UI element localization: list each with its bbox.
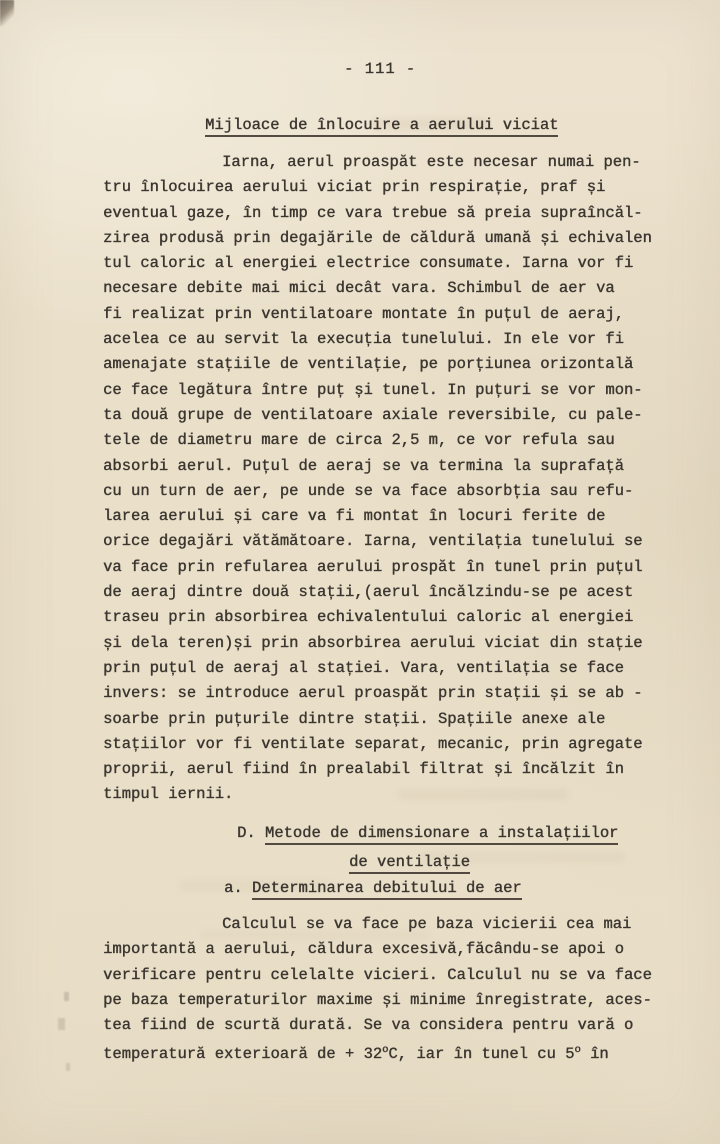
text-line: orice degajări vătămătoare. Iarna, ventilația tunelului se	[103, 532, 643, 551]
text-line: tele de diametru mare de circa 2,5 m, ce vor refula sau	[103, 431, 615, 450]
text-line: temperatură exterioară de + $32^oC$, iar în tunel cu 5$^o$ în	[103, 1044, 609, 1064]
superscript: o	[382, 1044, 389, 1057]
text-line: soarbe prin puțurile dintre stații. Spațiile anexe ale	[103, 709, 606, 728]
heading-a-title: Determinarea debitului de aer	[252, 879, 522, 900]
text-line: tul caloric al energiei electrice consumate. Iarna vor fi	[103, 254, 634, 273]
text-line: invers: se introduce aerul proaspăt prin stații și se ab -	[103, 684, 643, 703]
text-line: prin puțul de aeraj al stației. Vara, ventilația se face	[103, 658, 624, 677]
text-line: și dela teren)și prin absorbirea aerului viciat din stație	[103, 633, 643, 652]
heading-a	[224, 879, 522, 897]
heading-a-prefix: a.	[224, 879, 252, 897]
pencil-mark	[64, 992, 69, 1001]
text-line: ce face legătura între puț și tunel. In puțuri se vor mon-	[103, 380, 643, 399]
text-line: importantă a aerului, căldura excesivă,făcându-se apoi o	[103, 940, 624, 959]
text-line: stațiilor vor fi ventilate separat, mecanic, prin agregate	[103, 734, 643, 753]
text-line: acelea ce au servit la execuția tunelului. In ele vor fi	[103, 330, 624, 349]
paragraph-air-flow-determination	[103, 912, 663, 1064]
text-line: ta două grupe de ventilatoare axiale reversibile, cu pale-	[103, 405, 643, 424]
text-line: zirea produsă prin degajările de căldură umană și echivalen	[103, 228, 652, 247]
text-line: timpul iernii.	[103, 785, 234, 804]
text-line: tea fiind de scurtă durată. Se va considera pentru vară o	[103, 1016, 634, 1035]
pencil-mark	[58, 1018, 65, 1030]
text-line: verificare pentru celelalte vicieri. Calculul nu se va face	[103, 965, 652, 984]
paragraph-ventilation-means	[103, 150, 663, 808]
text-line: Iarna, aerul proaspăt este necesar numai pen-	[222, 153, 641, 171]
superscript: o	[574, 1044, 581, 1057]
text-line: de aeraj dintre două stații,(aerul încălzindu-se pe acest	[103, 583, 634, 602]
heading-d-prefix: D.	[237, 824, 265, 842]
text-line: amenajate stațiile de ventilație, pe porțiunea orizontală	[103, 355, 634, 374]
text-line: proprii, aerul fiind în prealabil filtrat și încălzit în	[103, 760, 624, 779]
text-line: va face prin refularea aerului prospăt în tunel prin puțul	[103, 557, 643, 576]
section-title-text: Mijloace de înlocuire a aerului viciat	[205, 116, 558, 137]
text-line: tru înlocuirea aerului viciat prin respirație, praf și	[103, 178, 606, 197]
section-title	[205, 116, 558, 134]
text-line: eventual gaze, în timp ce vara trebue să preia supraîncăl-	[103, 203, 643, 222]
heading-d-line1	[237, 824, 618, 842]
text-line: Calculul se va face pe baza vicierii cea mai	[222, 915, 632, 933]
text-line: pe baza temperaturilor maxime și minime înregistrate, aces-	[103, 990, 652, 1009]
text-line: fi realizat prin ventilatoare montate în puțul de aeraj,	[103, 304, 624, 323]
page-number: - 111 -	[344, 60, 417, 78]
heading-d-title2: de ventilație	[349, 853, 470, 874]
text-line: necesare debite mai mici decât vara. Schimbul de aer va	[103, 279, 615, 298]
pencil-mark	[66, 1063, 70, 1071]
text-line: absorbi aerul. Puțul de aeraj se va termina la suprafață	[103, 456, 624, 475]
text-line: cu un turn de aer, pe unde se va face absorbția sau refu-	[103, 481, 634, 500]
text-line: traseu prin absorbirea echivalentului caloric al energiei	[103, 608, 634, 627]
heading-d-title: Metode de dimensionare a instalațiilor	[265, 824, 618, 845]
page-corner-shadow	[0, 0, 14, 26]
text-line: larea aerului și care va fi montat în locuri ferite de	[103, 507, 606, 526]
heading-d-line2	[349, 853, 470, 871]
